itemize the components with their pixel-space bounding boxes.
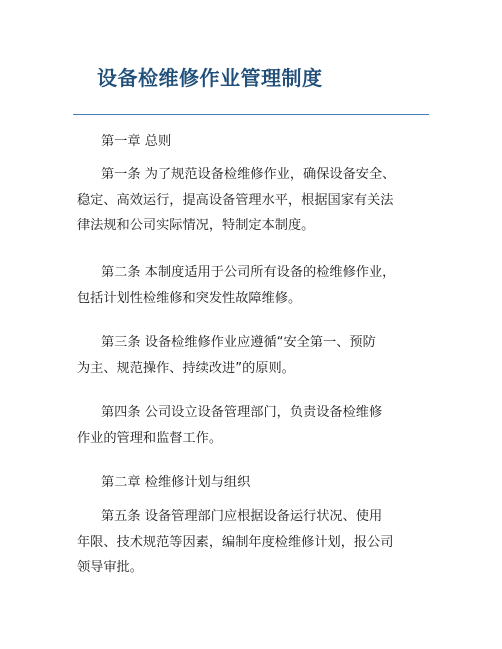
paragraph-line: 第三条 设备检维修作业应遵循“安全第一、预防 [101,335,376,350]
paragraph-line: 第一条 为了规范设备检维修作业，确保设备安全、 [101,167,396,182]
paragraph-line: 作业的管理和监督工作。 [77,430,223,446]
paragraph-line: 包括计划性检维修和突发性故障维修。 [77,290,302,306]
paragraph-line: 第四条 公司设立设备管理部门，负责设备检维修 [101,405,383,420]
chapter-heading [77,129,437,155]
article-paragraph [77,330,437,381]
document-title: 设备检维修作业管理制度 [97,66,323,90]
paragraph-line: 年限、技术规范等因素，编制年度检维修计划，报公司 [77,534,394,550]
title-divider [73,114,429,115]
article-paragraph [77,260,437,311]
paragraph-line: 领导审批。 [77,560,143,575]
paragraph-line: 为主、规范操作、持续改进”的原则。 [77,360,295,376]
article-paragraph [77,162,437,239]
paragraph-line: 第五条 设备管理部门应根据设备运行状况、使用 [101,509,383,524]
paragraph-line: 律法规和公司实际情况，特制定本制度。 [77,218,315,233]
article-paragraph [77,400,437,451]
chapter-heading-text: 第二章 检维修计划与组织 [101,475,251,490]
chapter-heading-text: 第一章 总则 [101,134,172,149]
paragraph-line: 第二条 本制度适用于公司所有设备的检维修作业， [101,265,396,280]
chapter-heading [77,470,437,496]
paragraph-line: 稳定、高效运行，提高设备管理水平，根据国家有关法 [77,192,394,208]
article-paragraph [77,504,437,581]
